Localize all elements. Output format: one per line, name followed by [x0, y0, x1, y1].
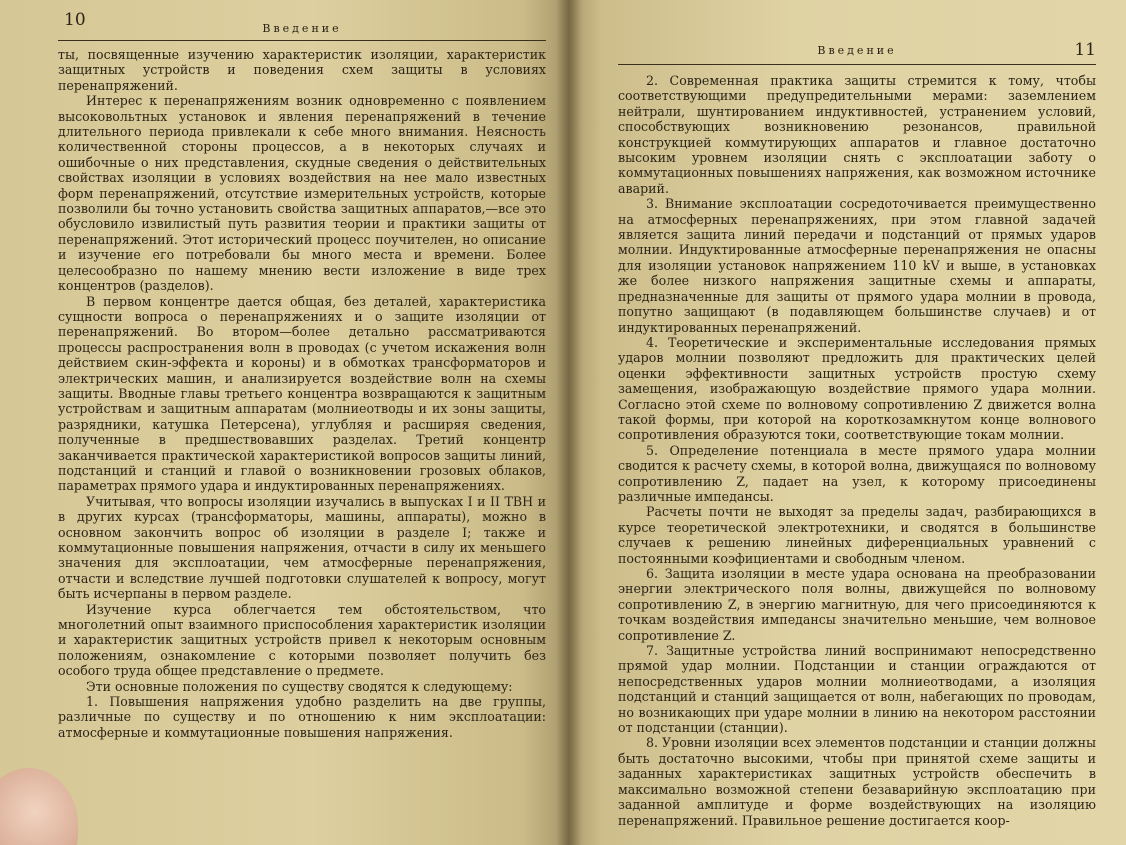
- paragraph: Интерес к перенапряжениям возник одновременно с появлением высоковольтных установок и явления перенапряжений в течение длительного периода привлекали к себе много внимания. Неясность количественной стороны процессов, а в некоторых случаях и ошибочные о них представления, скудные сведения о действительных свойствах изоляции в условиях воздействия на нее мало известных форм перенапряжений, отсутствие измерительных устройств, которые позволили бы точно установить свойства защитных аппаратов,—все это обусловило извилистый путь развития теории и практики защиты от перенапряжений. Этот исторический процесс поучителен, но описание и изучение его потребовали бы много места и времени. Более целесообразно по нашему мнению вести изложение в виде трех концентров (разделов).: [58, 93, 546, 294]
- paragraph: 1. Повышения напряжения удобно разделить на две группы, различные по существу и по отношению к ним эксплоатации: атмосферные и коммутационные повышения напряжения.: [58, 694, 546, 740]
- paragraph: 5. Определение потенциала в месте прямого удара молнии сводится к расчету схемы, в которой волна, движущаяся по волновому сопротивлению Z, падает на узел, к которому присоединены различные импедансы.: [618, 442, 1096, 504]
- right-page-body: [618, 73, 1096, 828]
- paragraph: 8. Уровни изоляции всех элементов подстанции и станции должны быть достаточно высокими, чтобы при принятой схеме защиты и заданных характеристиках защитных устройств обеспечить в максимально возможной степени безаварийную эксплоатацию при заданной амплитуде и форме воздействующих на изоляцию перенапряжений. Правильное решение достигается коор-: [618, 735, 1096, 828]
- paragraph: В первом концентре дается общая, без деталей, характеристика сущности вопроса о перенапряжениях и о защите изоляции от перенапряжений. Во втором—более детально рассматриваются процессы распространения волн в проводах (с учетом искажения волн действием скин-эффекта и короны) и в обмотках трансформаторов и электрических машин, и анализируется воздействие волн на схемы защиты. Вводные главы третьего концентра возвращаются к защитным устройствам и защитным аппаратам (молниеотводы и их зоны защиты, разрядники, катушка Петерсена), углубляя и расширяя сведения, полученные в предшествовавших разделах. Третий концентр заканчивается практической характеристикой вопросов защиты линий, подстанций и станций и главой о возникновении грозовых облаков, параметрах прямого удара и индуктированных перенапряжениях.: [58, 293, 546, 494]
- paragraph: Эти основные положения по существу сводятся к следующему:: [86, 678, 513, 694]
- paragraph: Изучение курса облегчается тем обстоятельством, что многолетний опыт взаимного приспособления характеристик изоляции и характеристик защитных устройств привел к некоторым основным положениям, ознакомление с которыми позволяет получить без особого труда общее представление о предмете.: [58, 601, 546, 679]
- paragraph: 3. Внимание эксплоатации сосредоточивается преимущественно на атмосферных перенапряжениях, при этом главной задачей является защита линий передачи и подстанций от прямых ударов молнии. Индуктированные атмосферные перенапряжения не опасны для изоляции установок напряжением 110 kV и выше, в установках же более низкого напряжения защитные схемы и аппараты, предназначенные для защиты от прямого удара молнии в провода, попутно защищают (в подавляющем большинстве случаев) и от индуктированных перенапряжений.: [618, 196, 1096, 335]
- running-head: Введение: [817, 44, 897, 57]
- left-page-header: [58, 10, 546, 41]
- right-page: [568, 0, 1126, 845]
- paragraph: Учитывая, что вопросы изоляции изучались в выпусках I и II ТВН и в других курсах (трансформаторы, машины, аппараты), можно в основном закончить вопрос об изоляции в разделе I; также и коммутационные повышения напряжения, отчасти в силу их меньшего значения для эксплоатации, чем атмосферные перенапряжения, отчасти и вследствие лучшей подготовки слушателей к вопросу, могут быть исчерпаны в первом разделе.: [58, 493, 546, 602]
- page-number: 10: [64, 10, 86, 30]
- paragraph: 4. Теоретические и экспериментальные исследования прямых ударов молнии позволяют предложить для практических целей оценки эффективности защитных устройств простую схему замещения, изображающую воздействие прямого удара молнии. Согласно этой схеме по волновому сопротивлению Z движется волна такой формы, при которой на короткозамкнутом конце волнового сопротивления образуются токи, соответствующие токам молнии.: [618, 334, 1096, 443]
- right-page-header: [618, 40, 1096, 65]
- paragraph: 6. Защита изоляции в месте удара основана на преобразовании энергии электрического поля волны, движущейся по волновому сопротивлению Z, в энергию магнитную, для чего присоединяются к точкам воздействия импедансы значительно меньшие, чем волновое сопротивление Z.: [618, 566, 1096, 643]
- paragraph: ты, посвященные изучению характеристик изоляции, характеристик защитных устройств и поведения схем защиты в условиях перенапряжений.: [58, 47, 546, 93]
- left-page-body: [58, 47, 546, 740]
- paragraph: Расчеты почти не выходят за пределы задач, разбирающихся в курсе теоретической электротехники, и сводятся в большинстве случаев к решению линейных диференциальных уравнений с постоянными коэфициентами и свободным членом.: [618, 504, 1096, 566]
- page-number: 11: [1074, 40, 1096, 60]
- paragraph: 2. Современная практика защиты стремится к тому, чтобы соответствующими предупредительными мерами: заземлением нейтрали, шунтированием индуктивностей, устранением условий, способствующих возникновению резонансов, правильной конструкцией коммутирующих аппаратов и главное достаточно высоким уровнем изоляции снять с эксплоатации заботу о коммутационных повышениях напряжения, как возможном источнике аварий.: [618, 73, 1096, 196]
- paragraph: 7. Защитные устройства линий воспринимают непосредственно прямой удар молнии. Подстанции и станции ограждаются от непосредственных ударов молнии молниеотводами, а изоляция подстанций и станций защищается от волн, набегающих по проводам, но возникающих при ударе молнии в линию на некотором расстоянии от подстанции (станции).: [618, 643, 1096, 736]
- running-head: Введение: [262, 22, 342, 35]
